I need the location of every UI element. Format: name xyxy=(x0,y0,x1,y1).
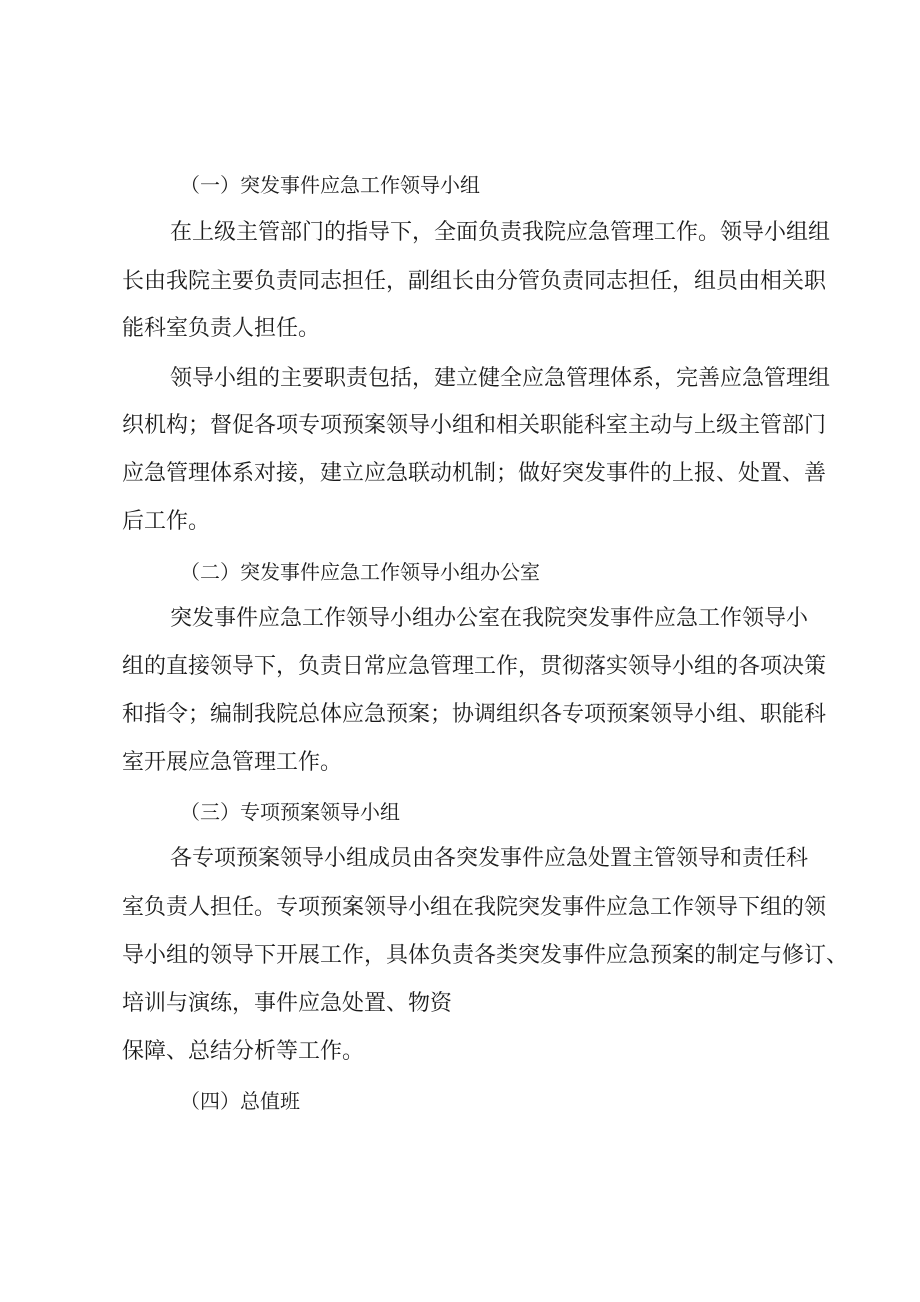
section-heading: （二）突发事件应急工作领导小组办公室 xyxy=(180,560,540,584)
paragraph-line: 应急管理体系对接，建立应急联动机制；做好突发事件的上报、处置、善 xyxy=(122,461,827,486)
paragraph-line: 在上级主管部门的指导下，全面负责我院应急管理工作。领导小组组 xyxy=(170,220,831,245)
paragraph-line: 能科室负责人担任。 xyxy=(122,316,321,341)
paragraph-line: 保障、总结分析等工作。 xyxy=(122,1039,365,1064)
paragraph-line: 室负责人担任。专项预案领导小组在我院突发事件应急工作领导下组的领 xyxy=(122,895,827,920)
paragraph-line: 培训与演练，事件应急处置、物资 xyxy=(122,991,453,1016)
paragraph-line: 和指令；编制我院总体应急预案；协调组织各专项预案领导小组、职能科 xyxy=(122,702,827,727)
paragraph-line: 室开展应急管理工作。 xyxy=(122,750,343,775)
paragraph-line: 各专项预案领导小组成员由各突发事件应急处置主管领导和责任科 xyxy=(170,846,809,871)
section-heading: （一）突发事件应急工作领导小组 xyxy=(180,173,480,197)
paragraph-line: 突发事件应急工作领导小组办公室在我院突发事件应急工作领导小 xyxy=(170,606,809,631)
section-heading: （三）专项预案领导小组 xyxy=(180,800,400,824)
paragraph-line: 领导小组的主要职责包括，建立健全应急管理体系，完善应急管理组 xyxy=(170,366,831,391)
paragraph-line: 织机构；督促各项专项预案领导小组和相关职能科室主动与上级主管部门 xyxy=(122,413,827,438)
paragraph-line: 后工作。 xyxy=(122,509,211,534)
paragraph-line: 长由我院主要负责同志担任，副组长由分管负责同志担任，组员由相关职 xyxy=(122,269,827,294)
paragraph-line: 组的直接领导下，负责日常应急管理工作，贯彻落实领导小组的各项决策 xyxy=(122,654,827,679)
paragraph-line: 导小组的领导下开展工作，具体负责各类突发事件应急预案的制定与修订、 xyxy=(122,943,849,968)
section-heading: （四）总值班 xyxy=(180,1089,300,1113)
